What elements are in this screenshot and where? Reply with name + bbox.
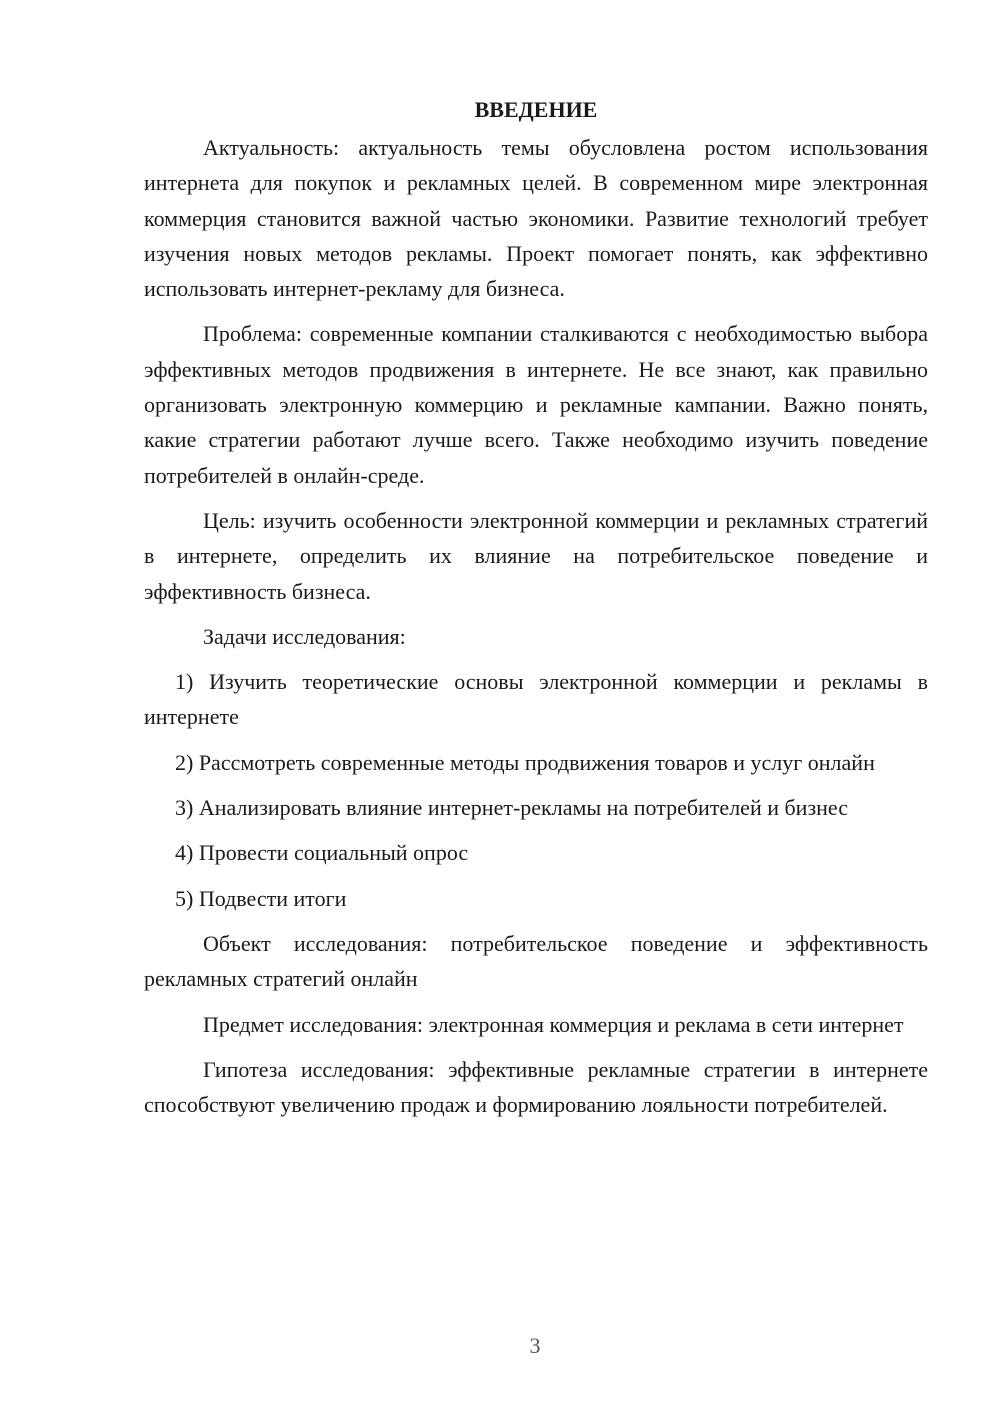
goal-paragraph: Цель: изучить особенности электронной коммерции и рекламных стратегий в интернете, определить их влияние на потребительское поведение и эффективность бизнеса.: [144, 507, 928, 604]
hypothesis-paragraph: Гипотеза исследования: эффективные рекламные стратегии в интернете способствуют увеличению продаж и формированию лояльности потребителей.: [144, 1056, 928, 1118]
list-item: 2) Рассмотреть современные методы продвижения товаров и услуг онлайн: [175, 749, 875, 775]
page-number: 3: [529, 1333, 541, 1358]
list-item: 5) Подвести итоги: [175, 885, 347, 911]
object-paragraph: Объект исследования: потребительское поведение и эффективность рекламных стратегий онлайн: [144, 930, 928, 992]
subject-paragraph: Предмет исследования: электронная коммерция и реклама в сети интернет: [203, 1011, 904, 1037]
list-item: 4) Провести социальный опрос: [175, 840, 469, 866]
relevance-paragraph: Актуальность: актуальность темы обусловлена ростом использования интернета для покупок и рекламных целей. В современном мире электронная коммерция становится важной частью экономики. Развитие технологий требует изучения новых методов рекламы. Проект помогает понять, как эффективно использовать интернет-рекламу для бизнеса.: [144, 135, 928, 302]
list-item: 3) Анализировать влияние интернет-рекламы на потребителей и бизнес: [175, 795, 848, 821]
list-item: 1) Изучить теоретические основы электронной коммерции и рекламы в интернете: [144, 669, 928, 730]
document-page: [144, 90, 928, 1132]
section-title: ВВЕДЕНИЕ: [474, 97, 598, 122]
problem-paragraph: Проблема: современные компании сталкиваются с необходимостью выбора эффективных методов продвижения в интернете. Не все знают, как правильно организовать электронную коммерцию и рекламные кампании. Важно понять, какие стратегии работают лучше всего. Также необходимо изучить поведение потребителей в онлайн-среде.: [144, 321, 928, 488]
tasks-list: [144, 664, 928, 916]
tasks-heading: Задачи исследования:: [203, 623, 406, 649]
